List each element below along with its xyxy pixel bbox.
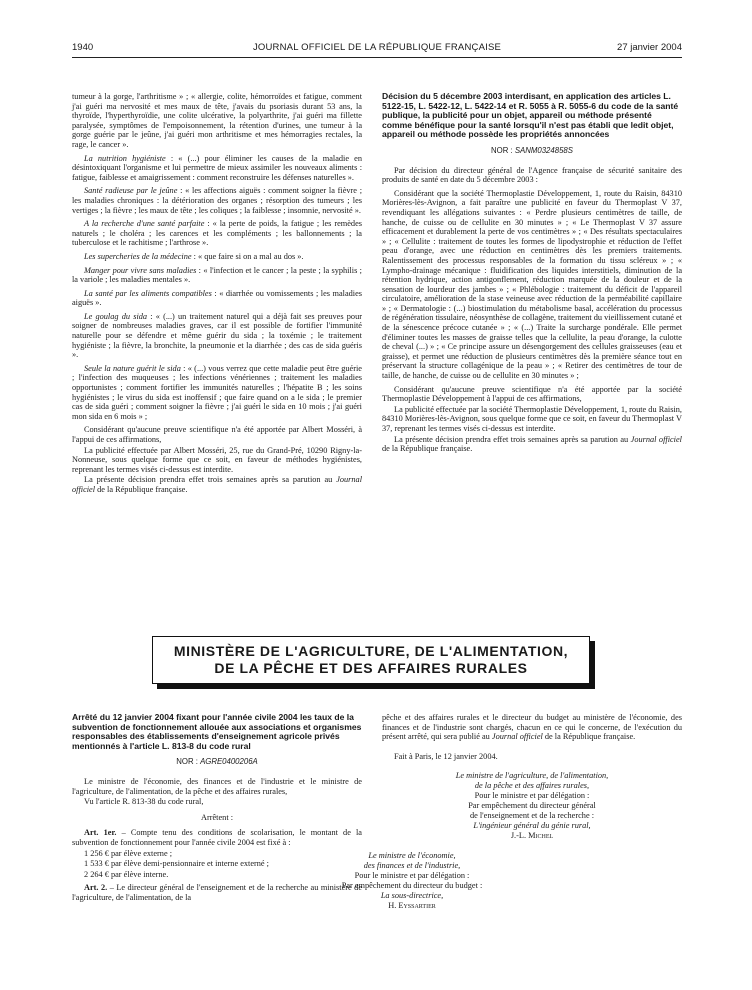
ministry-name: MINISTÈRE DE L'AGRICULTURE, DE L'ALIMENTATION, DE LA PÊCHE ET DES AFFAIRES RURALES: [173, 643, 569, 676]
arrete-column-right: [341, 713, 682, 911]
book-title: A la recherche d'une santé parfaite: [84, 219, 205, 229]
paragraph: La présente décision prendra effet trois semaines après sa parution au Journal officiel de la République française.: [382, 434, 682, 454]
paragraph: Santé radieuse par le jeûne : « les affections aiguës : comment soigner la fièvre ; les maladies chroniques : la détérioration des organes ; résorption des tumeurs ; les vertiges ; la fièvre ; les maux de tête ; les coliques ; la faiblesse ; insomnie, nervosité ».: [72, 186, 363, 215]
paragraph: pêche et des affaires rurales et le directeur du budget au ministère de l'économie, des finances et de l'industrie sont chargés, chacun en ce qui le concerne, de l'exécution du présent arrêté, qui sera publié au Journal officiel de la République française.: [382, 713, 682, 742]
article-1: Art. 1er. – Compte tenu des conditions de scolarisation, le montant de la subvention de fonctionnement pour l'année civile 2004 est fixé à :: [72, 828, 362, 847]
ministry-banner: [152, 636, 590, 684]
nor-reference: NOR : SANM0324858S: [491, 145, 573, 155]
paragraph: La santé par les aliments compatibles : « diarrhée ou vomissements ; les maladies aiguës ».: [72, 288, 363, 308]
paragraph: Le ministre de l'économie, des finances et de l'industrie et le ministre de l'agriculture, de l'alimentation, de la pêche et des affaires rurales,: [72, 776, 362, 796]
paragraph: Par décision du directeur général de l'Agence française de sécurité sanitaire des produits de santé en date du 5 décembre 2003 :: [382, 165, 682, 185]
rate-item: 2 264 € par élève interne.: [84, 869, 169, 879]
paragraph: La nutrition hygiéniste : « (...) pour éliminer les causes de la maladie en désintoxiquant l'organisme et lui permettre de mieux assimiler les nouveaux aliments : fatigue, faiblesse et amaigrissement : comment reconstruire les défenses naturelles ».: [72, 153, 363, 182]
paragraph: Le goulag du sida : « (...) un traitement naturel qui a déjà fait ses preuves pour soigner de nombreuses maladies graves, car il est possible de fortifier l'immunité naturelle pour se défendre et même guérir du sida ; la toxémie ; le traitement hygiéniste ; la fièvre, la bronchite, la pneumonie et la diarrhée ; des cas de sida guéris ».: [72, 311, 362, 360]
issue-date: 27 janvier 2004: [617, 42, 682, 53]
paragraph: Considérant que la société Thermoplastie Développement, 1, route du Raisin, 84310 Morières-lès-Avignon, a fait paraître une publicité en faveur du Thermoplast V 37, revendiquant les allégations suivantes : « Perdre plusieurs centimètres de taille, de hanche, de cuisse ou de cellulite en 30 minutes » ; « Le Thermoplast V 37 assure efficacement et durablement la perte de vos centimètres » ; « Des résultats spectaculaires » ; « Cellulite : traitement de toutes les formes de lipodystrophie et réduction de l'effet peau d'orange, avec une réduction en centimètres dès les premiers traitements. Ralentissement des processus responsables de la formation du tissu scléreux » ; « Lympho-drainage mécanique : fluidification des liquides interstitiels, diminution de la rétention hydrique, action antigonflement, réduction marquée de la douleur et de la sensation de lourdeur des jambes » ; « Phlébologie : traitement du déficit de l'appareil circulatoire, amélioration de la stase veineuse avec réduction de la perméabilité capillaire » ; « Dermatologie : (...) biostimulation du métabolisme basal, accélération du processus de régénération tissulaire, néosynthèse de collagène, traitement du vieillissement cutané et de la sénescence précoce cutanée » ; « (...) Traite la surcharge pondérale. Elle permet d'éliminer toutes les masses de graisse telles que la cellulite, la peau d'orange, la culotte de cheval (...) » ; « Ce principe assure un désengorgement des cellules graisseuses (eau et graisse), et permet une réduction de plusieurs centimètres dès la première séance tout en préservant la structure collagénique de la peau » ; « Retirer des centimètres de tour de taille, de hanche, de cuisse ou de cellulite en 30 minutes » ;: [382, 188, 682, 381]
paragraph: Vu l'article R. 813-38 du code rural,: [84, 797, 204, 807]
paragraph: Manger pour vivre sans maladies : « l'infection et le cancer ; la peste ; la syphilis ; la variole ; les maladies mentales ».: [72, 265, 362, 285]
paragraph: Seule la nature guérit le sida : « (...) vous verrez que cette maladie peut être guérie ; l'infection des muqueuses ; les infections vénériennes ; traitement les maladies opportunistes ; comment fortifier les immunités naturelles ; l'hépatite B ; les soins hygiénistes ; le virus du sida est inoffensif ; que faire quand on a le sida ; le premier cas de sida guéri ; comment soigner la fièvre ; j'ai guéri le sida en 10 mois ; j'ai guéri mon sida en 6 mois » ;: [72, 363, 362, 421]
signature-block-agriculture: Le ministre de l'agriculture, de l'alimentation, de la pêche et des affaires rurales, Pour le ministre et par délégation : Par empêchement du directeur général de l'enseignement et de la recherche : L'ingénieur général du génie rural, J.-L. Michel: [382, 771, 682, 841]
arrete-title: Arrêté du 12 janvier 2004 fixant pour l'année civile 2004 les taux de la subvention de fonctionnement allouée aux associations et organismes responsables des établissements d'enseignement agricole privés mentionnés à l'article L. 813-8 du code rural: [72, 712, 362, 751]
page-header: [72, 42, 682, 56]
left-column: [72, 92, 362, 496]
paragraph: La publicité effectuée par la société Thermoplastie Développement, 1, route du Raisin, 84310 Morières-lès-Avignon, sous quelque forme que ce soit, en faveur du Thermoplast V 37, reprenant les termes visés ci-dessus est interdite.: [382, 404, 682, 433]
paragraph: Considérant qu'aucune preuve scientifique n'a été apportée par Albert Mosséri, à l'appui de ces affirmations,: [72, 425, 362, 444]
book-title: Le goulag du sida: [84, 311, 148, 321]
header-rule: [72, 57, 682, 58]
paragraph: A la recherche d'une santé parfaite : « la perte de poids, la fatigue ; les remèdes naturels ; le choléra ; les carences et les compléments ; les ballonnements ; la tuberculose et le rachitisme ; l'arthrose ».: [72, 219, 362, 248]
decision-title: Décision du 5 décembre 2003 interdisant, en application des articles L. 5122-15, L. 5422-12, L. 5422-14 et R. 5055 à R. 5055-6 du code de la santé publique, la publicité pour un objet, appareil ou méthode présenté comme bénéfique pour la santé lorsqu'il n'est pas établi que ledit objet, appareil ou méthode possède les propriétés annoncées: [382, 91, 679, 140]
page-number: 1940: [72, 42, 94, 53]
right-column: [382, 92, 682, 455]
article-2: Art. 2. – Le directeur général de l'enseignement et de la recherche au ministère de l'agriculture, de l'alimentation, de la: [72, 883, 362, 902]
arretent-heading: Arrêtent :: [200, 812, 234, 822]
book-title: Manger pour vivre sans maladies: [84, 265, 197, 275]
paragraph: Considérant qu'aucune preuve scientifique n'a été apportée par la société Thermoplastie Développement à l'appui de ces affirmations,: [382, 384, 682, 404]
signature-block-economy: Le ministre de l'économie, des finances et de l'industrie, Pour le ministre et par délégation : Par empêchement du directeur du budget : La sous-directrice, H. Eyssartier: [262, 851, 562, 911]
book-title: La nutrition hygiéniste: [84, 153, 166, 163]
paragraph: La publicité effectuée par Albert Mosséri, 25, rue du Grand-Pré, 10290 Rigny-la-Nonneuse, sous quelque forme que ce soit, en faveur de méthodes hygiénistes, reprenant les termes visés ci-dessus est interdite.: [72, 445, 362, 474]
book-title: Seule la nature guérit le sida: [84, 363, 181, 373]
date-line: Fait à Paris, le 12 janvier 2004.: [394, 751, 498, 761]
book-title: Santé radieuse par le jeûne: [84, 186, 178, 196]
paragraph: La présente décision prendra effet trois semaines après sa parution au Journal officiel de la République française.: [72, 475, 362, 494]
nor-reference: NOR : AGRE0400206A: [176, 757, 258, 767]
signatory-name: J.-L. Michel: [510, 831, 554, 841]
rate-item: 1 533 € par élève demi-pensionnaire et interne externé ;: [84, 859, 269, 869]
book-title: La santé par les aliments compatibles: [84, 288, 212, 298]
rate-item: 1 256 € par élève externe ;: [84, 848, 173, 858]
journal-title: JOURNAL OFFICIEL DE LA RÉPUBLIQUE FRANÇAISE: [252, 42, 502, 53]
book-title: Les supercheries de la médecine: [84, 251, 192, 261]
paragraph: Les supercheries de la médecine : « que faire si on a mal au dos ».: [84, 251, 304, 261]
signatory-name: H. Eyssartier: [388, 901, 436, 911]
paragraph: tumeur à la gorge, l'arthritisme » ; « allergie, colite, hémorroïdes et fatigue, comment j'ai guéri ma nervosité et mes maux de tête, j'avais du psoriasis durant 53 ans, la thyroïde, l'hyperthyroïdie, une colite ulcérative, la polyarthrite, j'ai guéri ma fillette paralysée, symptômes de l'empoisonnement, la rétention d'urines, une tumeur à la gorge guérie par le jeûne, j'ai guéri mon arthritisme et mes hémorragies rectales, la rage, le cancer ».: [72, 92, 362, 149]
